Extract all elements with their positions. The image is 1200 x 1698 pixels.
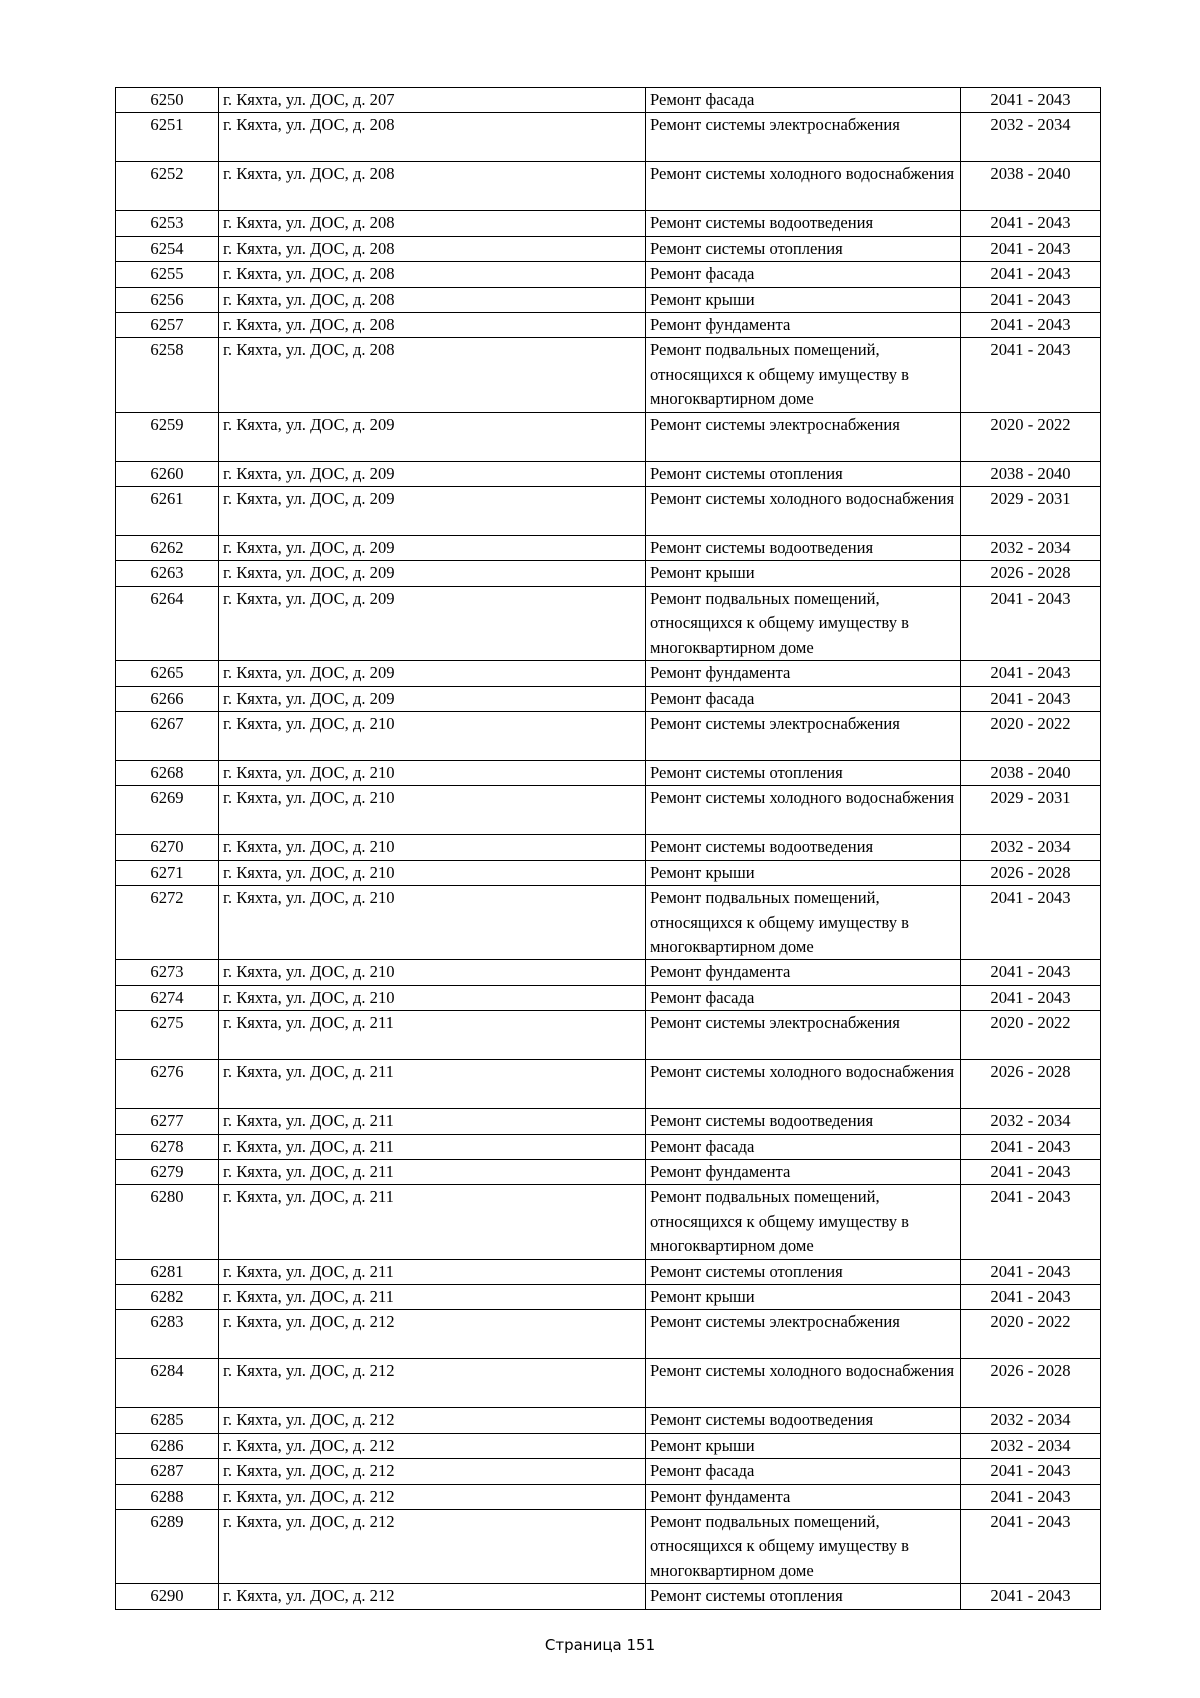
row-number: 6284 (116, 1359, 219, 1408)
table-row (116, 1359, 1101, 1408)
table-row (116, 536, 1101, 561)
address-cell: г. Кяхта, ул. ДОС, д. 208 (219, 236, 646, 261)
table-row (116, 1459, 1101, 1484)
period-cell: 2041 - 2043 (961, 1484, 1101, 1509)
period-cell: 2041 - 2043 (961, 338, 1101, 412)
address-cell: г. Кяхта, ул. ДОС, д. 209 (219, 561, 646, 586)
period-cell: 2029 - 2031 (961, 786, 1101, 835)
period-cell: 2038 - 2040 (961, 760, 1101, 785)
row-number: 6262 (116, 536, 219, 561)
row-number: 6285 (116, 1408, 219, 1433)
row-number: 6252 (116, 162, 219, 211)
table-row (116, 1584, 1101, 1609)
work-type-cell: Ремонт системы электроснабжения (646, 711, 961, 760)
address-cell: г. Кяхта, ул. ДОС, д. 212 (219, 1359, 646, 1408)
table-row (116, 1109, 1101, 1134)
table-row (116, 1159, 1101, 1184)
address-cell: г. Кяхта, ул. ДОС, д. 208 (219, 211, 646, 236)
period-cell: 2041 - 2043 (961, 586, 1101, 660)
table-row (116, 88, 1101, 113)
row-number: 6269 (116, 786, 219, 835)
work-type-cell: Ремонт крыши (646, 860, 961, 885)
table-row (116, 786, 1101, 835)
work-type-cell: Ремонт подвальных помещений, относящихся к общему имуществу в многоквартирном доме (646, 338, 961, 412)
address-cell: г. Кяхта, ул. ДОС, д. 212 (219, 1433, 646, 1458)
period-cell: 2020 - 2022 (961, 1310, 1101, 1359)
table-row (116, 211, 1101, 236)
address-cell: г. Кяхта, ул. ДОС, д. 209 (219, 461, 646, 486)
row-number: 6282 (116, 1285, 219, 1310)
table-row (116, 686, 1101, 711)
table-row (116, 1011, 1101, 1060)
work-type-cell: Ремонт подвальных помещений, относящихся к общему имуществу в многоквартирном доме (646, 886, 961, 960)
row-number: 6286 (116, 1433, 219, 1458)
row-number: 6251 (116, 113, 219, 162)
period-cell: 2032 - 2034 (961, 1433, 1101, 1458)
period-cell: 2041 - 2043 (961, 287, 1101, 312)
period-cell: 2038 - 2040 (961, 162, 1101, 211)
table-row (116, 1060, 1101, 1109)
period-cell: 2026 - 2028 (961, 1359, 1101, 1408)
period-cell: 2038 - 2040 (961, 461, 1101, 486)
address-cell: г. Кяхта, ул. ДОС, д. 211 (219, 1259, 646, 1284)
address-cell: г. Кяхта, ул. ДОС, д. 210 (219, 886, 646, 960)
address-cell: г. Кяхта, ул. ДОС, д. 211 (219, 1011, 646, 1060)
table-row (116, 960, 1101, 985)
work-type-cell: Ремонт системы холодного водоснабжения (646, 1359, 961, 1408)
work-type-cell: Ремонт фасада (646, 1459, 961, 1484)
table-row (116, 262, 1101, 287)
address-cell: г. Кяхта, ул. ДОС, д. 208 (219, 113, 646, 162)
address-cell: г. Кяхта, ул. ДОС, д. 212 (219, 1510, 646, 1584)
table-row (116, 412, 1101, 461)
table-row (116, 886, 1101, 960)
work-type-cell: Ремонт системы водоотведения (646, 1109, 961, 1134)
period-cell: 2032 - 2034 (961, 1408, 1101, 1433)
work-type-cell: Ремонт фасада (646, 686, 961, 711)
address-cell: г. Кяхта, ул. ДОС, д. 209 (219, 412, 646, 461)
address-cell: г. Кяхта, ул. ДОС, д. 211 (219, 1134, 646, 1159)
address-cell: г. Кяхта, ул. ДОС, д. 210 (219, 760, 646, 785)
work-type-cell: Ремонт системы холодного водоснабжения (646, 1060, 961, 1109)
table-row (116, 1484, 1101, 1509)
row-number: 6250 (116, 88, 219, 113)
table-row (116, 561, 1101, 586)
period-cell: 2041 - 2043 (961, 661, 1101, 686)
work-type-cell: Ремонт системы электроснабжения (646, 113, 961, 162)
table-row (116, 1185, 1101, 1259)
address-cell: г. Кяхта, ул. ДОС, д. 209 (219, 686, 646, 711)
row-number: 6290 (116, 1584, 219, 1609)
row-number: 6288 (116, 1484, 219, 1509)
row-number: 6263 (116, 561, 219, 586)
repair-schedule-table (115, 87, 1101, 1610)
work-type-cell: Ремонт системы отопления (646, 236, 961, 261)
address-cell: г. Кяхта, ул. ДОС, д. 209 (219, 487, 646, 536)
row-number: 6261 (116, 487, 219, 536)
work-type-cell: Ремонт фундамента (646, 661, 961, 686)
address-cell: г. Кяхта, ул. ДОС, д. 209 (219, 586, 646, 660)
work-type-cell: Ремонт крыши (646, 1285, 961, 1310)
address-cell: г. Кяхта, ул. ДОС, д. 211 (219, 1060, 646, 1109)
table-row (116, 461, 1101, 486)
table-row (116, 711, 1101, 760)
work-type-cell: Ремонт системы отопления (646, 1259, 961, 1284)
work-type-cell: Ремонт системы водоотведения (646, 211, 961, 236)
work-type-cell: Ремонт фундамента (646, 960, 961, 985)
period-cell: 2041 - 2043 (961, 686, 1101, 711)
table-row (116, 1310, 1101, 1359)
address-cell: г. Кяхта, ул. ДОС, д. 208 (219, 338, 646, 412)
table-row (116, 236, 1101, 261)
work-type-cell: Ремонт подвальных помещений, относящихся к общему имуществу в многоквартирном доме (646, 586, 961, 660)
table-row (116, 835, 1101, 860)
period-cell: 2041 - 2043 (961, 262, 1101, 287)
period-cell: 2041 - 2043 (961, 1510, 1101, 1584)
work-type-cell: Ремонт системы водоотведения (646, 1408, 961, 1433)
address-cell: г. Кяхта, ул. ДОС, д. 211 (219, 1185, 646, 1259)
address-cell: г. Кяхта, ул. ДОС, д. 208 (219, 262, 646, 287)
address-cell: г. Кяхта, ул. ДОС, д. 210 (219, 835, 646, 860)
table-row (116, 1433, 1101, 1458)
work-type-cell: Ремонт системы холодного водоснабжения (646, 786, 961, 835)
table-body (116, 88, 1101, 1610)
period-cell: 2041 - 2043 (961, 88, 1101, 113)
address-cell: г. Кяхта, ул. ДОС, д. 210 (219, 860, 646, 885)
row-number: 6287 (116, 1459, 219, 1484)
work-type-cell: Ремонт подвальных помещений, относящихся к общему имуществу в многоквартирном доме (646, 1185, 961, 1259)
row-number: 6283 (116, 1310, 219, 1359)
table-row (116, 313, 1101, 338)
table-row (116, 985, 1101, 1010)
row-number: 6289 (116, 1510, 219, 1584)
work-type-cell: Ремонт крыши (646, 561, 961, 586)
period-cell: 2041 - 2043 (961, 1134, 1101, 1159)
work-type-cell: Ремонт системы отопления (646, 461, 961, 486)
row-number: 6274 (116, 985, 219, 1010)
work-type-cell: Ремонт фасада (646, 985, 961, 1010)
period-cell: 2020 - 2022 (961, 1011, 1101, 1060)
period-cell: 2032 - 2034 (961, 536, 1101, 561)
address-cell: г. Кяхта, ул. ДОС, д. 210 (219, 711, 646, 760)
row-number: 6275 (116, 1011, 219, 1060)
period-cell: 2032 - 2034 (961, 113, 1101, 162)
period-cell: 2041 - 2043 (961, 1459, 1101, 1484)
work-type-cell: Ремонт фасада (646, 262, 961, 287)
work-type-cell: Ремонт подвальных помещений, относящихся к общему имуществу в многоквартирном доме (646, 1510, 961, 1584)
table-row (116, 661, 1101, 686)
address-cell: г. Кяхта, ул. ДОС, д. 209 (219, 661, 646, 686)
address-cell: г. Кяхта, ул. ДОС, д. 208 (219, 162, 646, 211)
table-row (116, 487, 1101, 536)
row-number: 6278 (116, 1134, 219, 1159)
address-cell: г. Кяхта, ул. ДОС, д. 211 (219, 1285, 646, 1310)
row-number: 6268 (116, 760, 219, 785)
row-number: 6273 (116, 960, 219, 985)
work-type-cell: Ремонт системы холодного водоснабжения (646, 487, 961, 536)
address-cell: г. Кяхта, ул. ДОС, д. 208 (219, 313, 646, 338)
work-type-cell: Ремонт системы электроснабжения (646, 1310, 961, 1359)
table-row (116, 338, 1101, 412)
table-row (116, 1285, 1101, 1310)
period-cell: 2041 - 2043 (961, 985, 1101, 1010)
table-row (116, 162, 1101, 211)
work-type-cell: Ремонт фундамента (646, 1159, 961, 1184)
address-cell: г. Кяхта, ул. ДОС, д. 211 (219, 1109, 646, 1134)
table-row (116, 1134, 1101, 1159)
period-cell: 2020 - 2022 (961, 711, 1101, 760)
work-type-cell: Ремонт фасада (646, 88, 961, 113)
address-cell: г. Кяхта, ул. ДОС, д. 212 (219, 1459, 646, 1484)
work-type-cell: Ремонт фундамента (646, 1484, 961, 1509)
period-cell: 2026 - 2028 (961, 1060, 1101, 1109)
period-cell: 2041 - 2043 (961, 236, 1101, 261)
row-number: 6265 (116, 661, 219, 686)
row-number: 6253 (116, 211, 219, 236)
period-cell: 2041 - 2043 (961, 960, 1101, 985)
row-number: 6270 (116, 835, 219, 860)
work-type-cell: Ремонт системы отопления (646, 760, 961, 785)
table-row (116, 287, 1101, 312)
table-row (116, 1510, 1101, 1584)
row-number: 6256 (116, 287, 219, 312)
period-cell: 2026 - 2028 (961, 561, 1101, 586)
address-cell: г. Кяхта, ул. ДОС, д. 212 (219, 1484, 646, 1509)
address-cell: г. Кяхта, ул. ДОС, д. 211 (219, 1159, 646, 1184)
row-number: 6272 (116, 886, 219, 960)
work-type-cell: Ремонт системы холодного водоснабжения (646, 162, 961, 211)
work-type-cell: Ремонт системы электроснабжения (646, 1011, 961, 1060)
period-cell: 2029 - 2031 (961, 487, 1101, 536)
page-number: Страница 151 (544, 1636, 656, 1654)
row-number: 6260 (116, 461, 219, 486)
period-cell: 2041 - 2043 (961, 886, 1101, 960)
work-type-cell: Ремонт крыши (646, 1433, 961, 1458)
address-cell: г. Кяхта, ул. ДОС, д. 210 (219, 960, 646, 985)
work-type-cell: Ремонт крыши (646, 287, 961, 312)
row-number: 6280 (116, 1185, 219, 1259)
row-number: 6271 (116, 860, 219, 885)
row-number: 6258 (116, 338, 219, 412)
address-cell: г. Кяхта, ул. ДОС, д. 209 (219, 536, 646, 561)
address-cell: г. Кяхта, ул. ДОС, д. 210 (219, 786, 646, 835)
table-row (116, 1408, 1101, 1433)
period-cell: 2041 - 2043 (961, 1259, 1101, 1284)
work-type-cell: Ремонт системы отопления (646, 1584, 961, 1609)
table-row (116, 1259, 1101, 1284)
work-type-cell: Ремонт фасада (646, 1134, 961, 1159)
address-cell: г. Кяхта, ул. ДОС, д. 208 (219, 287, 646, 312)
work-type-cell: Ремонт системы водоотведения (646, 536, 961, 561)
row-number: 6264 (116, 586, 219, 660)
address-cell: г. Кяхта, ул. ДОС, д. 210 (219, 985, 646, 1010)
row-number: 6277 (116, 1109, 219, 1134)
work-type-cell: Ремонт системы водоотведения (646, 835, 961, 860)
period-cell: 2041 - 2043 (961, 1159, 1101, 1184)
table-row (116, 760, 1101, 785)
row-number: 6259 (116, 412, 219, 461)
period-cell: 2041 - 2043 (961, 211, 1101, 236)
address-cell: г. Кяхта, ул. ДОС, д. 212 (219, 1408, 646, 1433)
work-type-cell: Ремонт системы электроснабжения (646, 412, 961, 461)
period-cell: 2041 - 2043 (961, 1584, 1101, 1609)
period-cell: 2041 - 2043 (961, 1285, 1101, 1310)
period-cell: 2020 - 2022 (961, 412, 1101, 461)
table-row (116, 860, 1101, 885)
period-cell: 2032 - 2034 (961, 1109, 1101, 1134)
address-cell: г. Кяхта, ул. ДОС, д. 212 (219, 1310, 646, 1359)
row-number: 6267 (116, 711, 219, 760)
period-cell: 2041 - 2043 (961, 313, 1101, 338)
row-number: 6257 (116, 313, 219, 338)
table-row (116, 113, 1101, 162)
period-cell: 2032 - 2034 (961, 835, 1101, 860)
row-number: 6279 (116, 1159, 219, 1184)
table-row (116, 586, 1101, 660)
period-cell: 2041 - 2043 (961, 1185, 1101, 1259)
address-cell: г. Кяхта, ул. ДОС, д. 207 (219, 88, 646, 113)
row-number: 6266 (116, 686, 219, 711)
work-type-cell: Ремонт фундамента (646, 313, 961, 338)
address-cell: г. Кяхта, ул. ДОС, д. 212 (219, 1584, 646, 1609)
row-number: 6254 (116, 236, 219, 261)
row-number: 6255 (116, 262, 219, 287)
row-number: 6276 (116, 1060, 219, 1109)
row-number: 6281 (116, 1259, 219, 1284)
period-cell: 2026 - 2028 (961, 860, 1101, 885)
